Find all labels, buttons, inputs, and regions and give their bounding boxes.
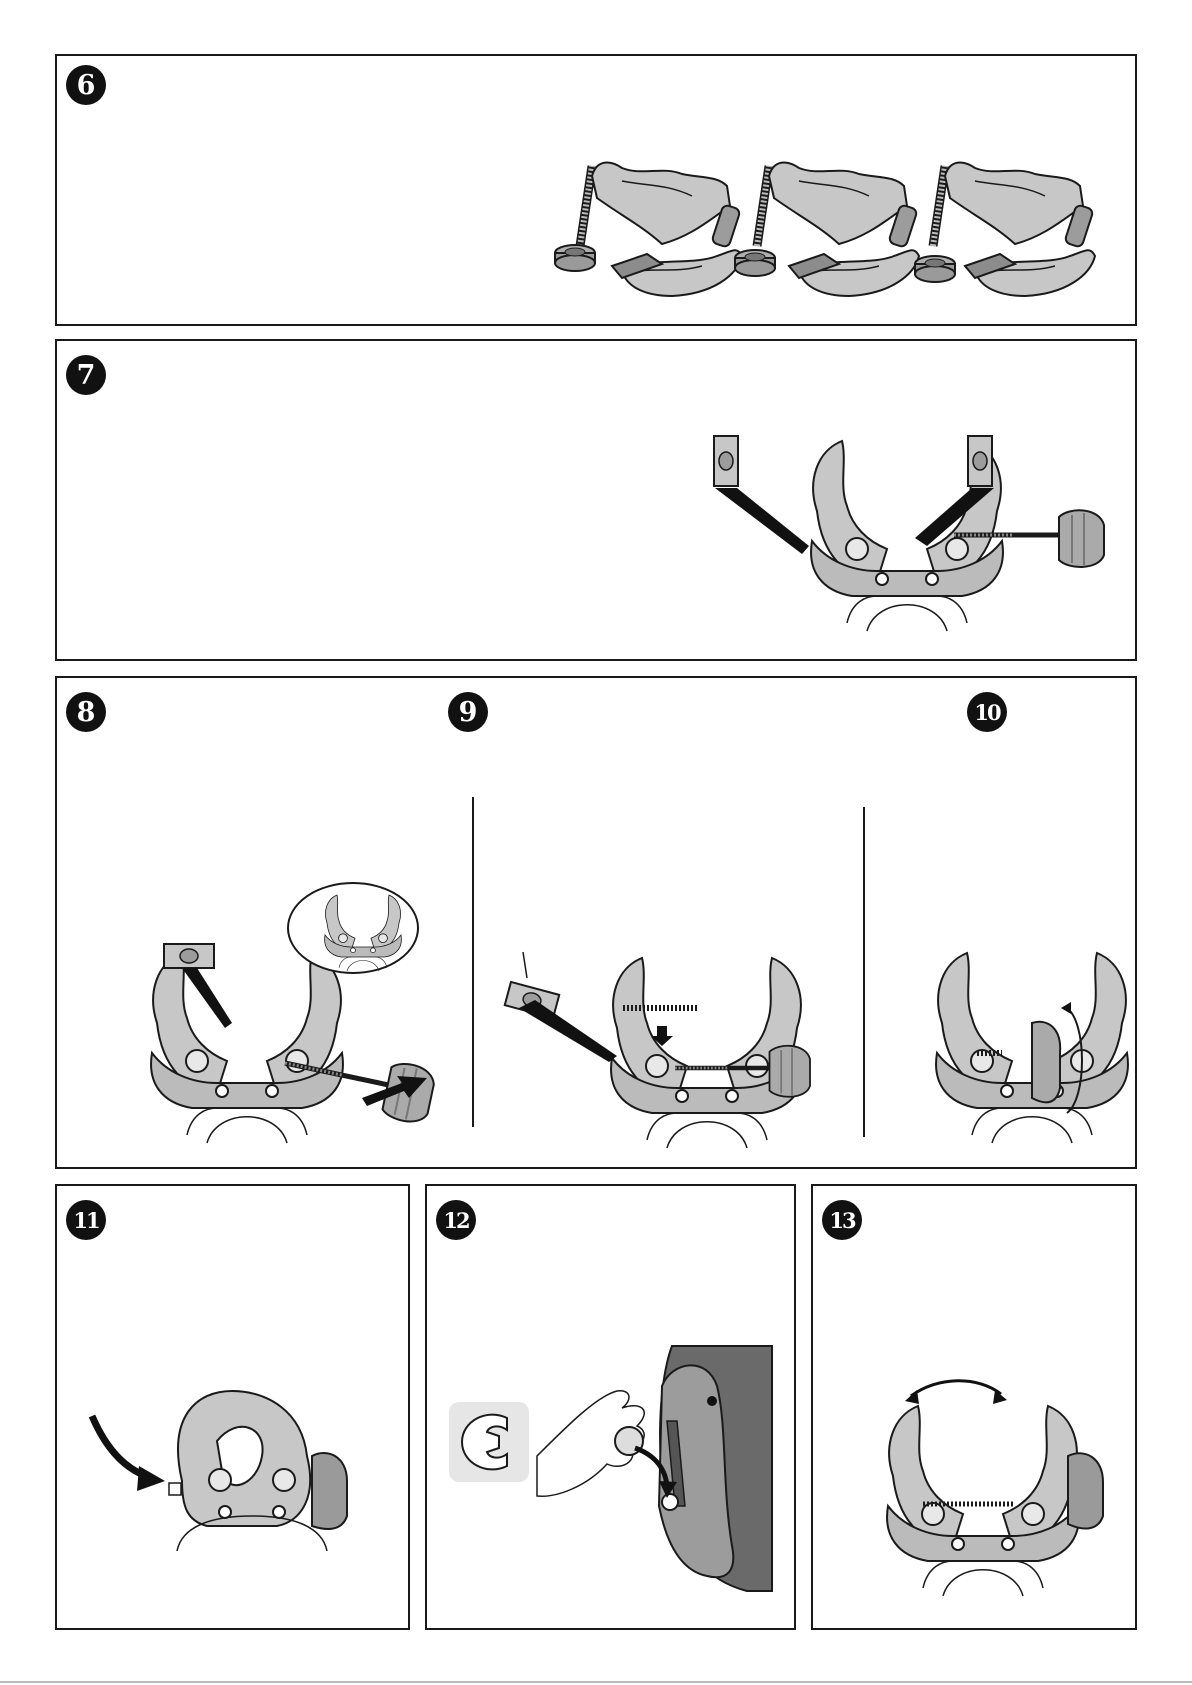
step-6-number: 6	[76, 69, 96, 101]
step-8-number: 8	[76, 696, 96, 728]
step-11-number: 11	[73, 1207, 99, 1233]
step-11-panel	[55, 1184, 410, 1630]
step-12-panel	[425, 1184, 796, 1630]
step-6-panel	[55, 54, 1137, 326]
step-13-number: 13	[829, 1207, 855, 1233]
step-10-number: 10	[974, 699, 1000, 725]
clamp-pins-illustration	[57, 341, 1139, 663]
rotate-arm-illustration	[57, 1186, 412, 1632]
step-13-panel	[811, 1184, 1137, 1630]
step-9-number: 9	[458, 696, 478, 728]
pedal-clamp-illustration	[57, 56, 1139, 328]
e-clip-illustration	[427, 1186, 798, 1632]
steps-8-9-10-panel	[55, 676, 1137, 1169]
page-bottom-rule	[0, 1681, 1192, 1683]
open-clamp-illustration	[813, 1186, 1139, 1632]
step-12-number: 12	[443, 1207, 469, 1233]
step-7-panel	[55, 339, 1137, 661]
step-7-number: 7	[76, 359, 96, 391]
clamp-assembly-illustrations	[57, 678, 1139, 1171]
